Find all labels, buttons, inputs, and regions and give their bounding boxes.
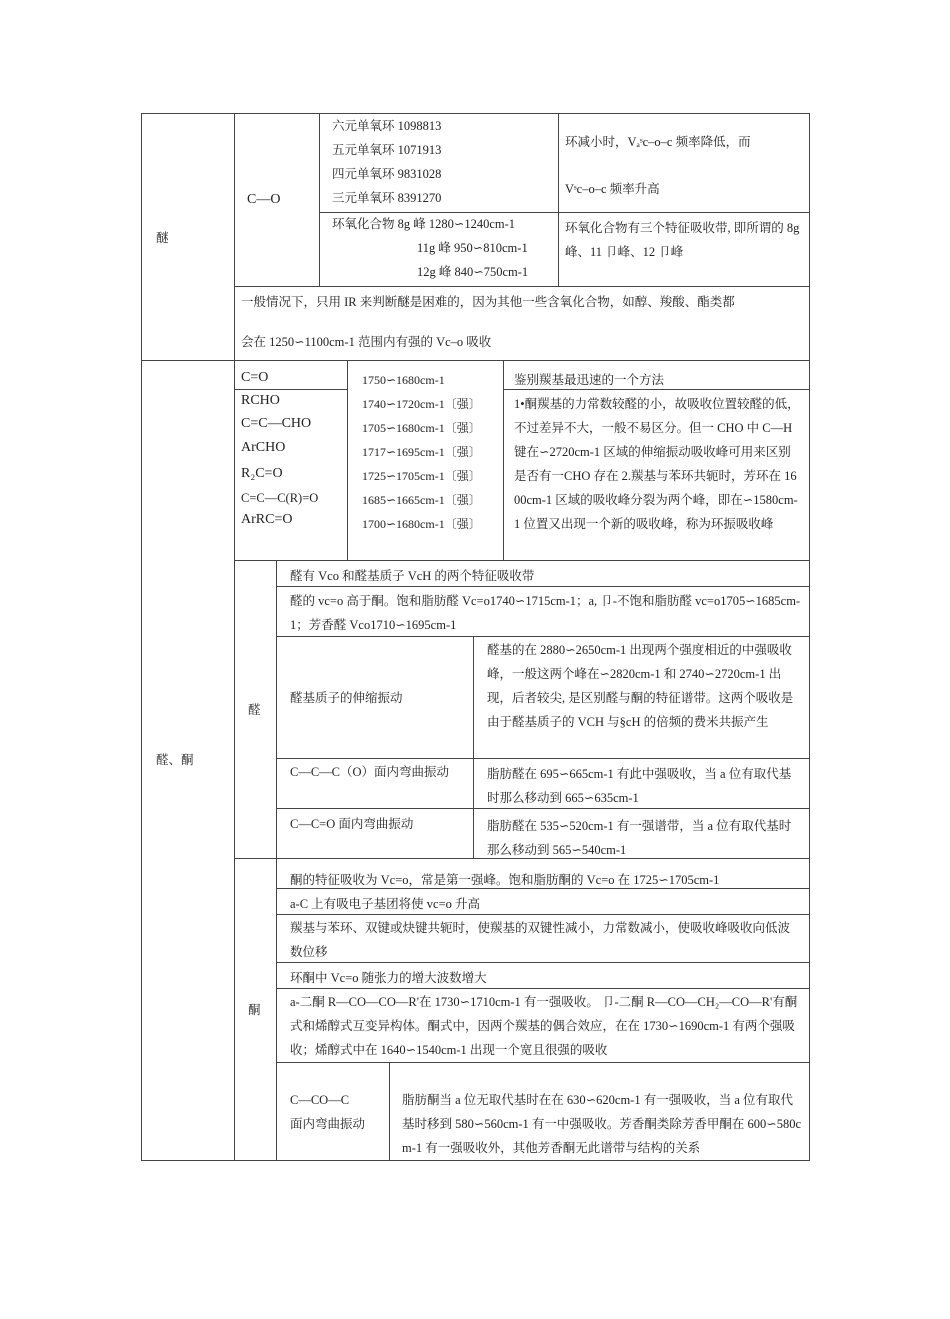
- range-item: 1700∽1680cm-1〔强〕: [362, 517, 481, 531]
- grid-line: [319, 113, 320, 286]
- grid-line: [558, 113, 559, 286]
- grid-line: [347, 360, 348, 560]
- group-item: RCHO: [241, 393, 280, 408]
- ketone-label: 酮: [248, 1003, 261, 1017]
- grid-line: [276, 1062, 809, 1063]
- ether-label: 醚: [156, 231, 169, 245]
- grid-line: [276, 560, 277, 1160]
- aldehyde-stretch-body: 醛基的在 2880∽2650cm-1 出现两个强度相近的中强吸收峰，一般这两个峰在∽2820cm-1 和 2740∽2720cm-1 出现，后者较尖, 是区别醛与酮的特征谱带。这两个吸收是由于醛基质子的 VCH 与§cH 的倍频的费米共振产生: [487, 643, 794, 729]
- range-item: 1725∽1705cm-1〔强〕: [362, 469, 481, 483]
- grid-line: [234, 286, 809, 287]
- ether-general-2: 会在 1250∽1100cm-1 范围内有强的 Vc–o 吸收: [241, 335, 492, 349]
- grid-line: [141, 360, 810, 361]
- epoxide-note: 环氧化合物有三个特征吸收带, 即所谓的 8g 峰、11 卩峰、12 卩峰: [565, 221, 800, 259]
- carbonyl-label: 醛、酮: [156, 753, 194, 767]
- ether-general-1: 一般情况下，只用 IR 来判断醚是困难的，因为其他一些含氧化合物，如醇、羧酸、酯类都: [241, 295, 735, 309]
- aldehyde-bend2-body: 脂肪醛在 535∽520cm-1 有一强谱带，当 a 位有取代基时那么移动到 565∽540cm-1: [487, 819, 792, 857]
- epoxide-peak: 11g 峰 950∽810cm-1: [417, 241, 528, 255]
- ring-note-2: Vˢc–o–c 频率升高: [565, 182, 660, 196]
- ketone-bend-label-2: 面内弯曲振动: [290, 1117, 366, 1131]
- grid-line: [503, 360, 504, 560]
- ketone-row-4: 环酮中 Vc=o 随张力的增大波数增大: [290, 971, 487, 985]
- table-bottom-border: [141, 1160, 810, 1161]
- range-item: 1705∽1680cm-1〔强〕: [362, 421, 481, 435]
- ring-item: 五元单氧环 1071913: [332, 143, 442, 157]
- aldehyde-bend2-label: C—C=O 面内弯曲振动: [290, 817, 414, 831]
- method-body: 1•酮羰基的力常数较醛的小，故吸收位置较醛的低，不过差异不大，一般不易区分。但一 CHO 中 C—H 键在∽2720cm-1 区域的伸缩振动吸收峰可用来区别是否有一CHO 存在 2.羰基与苯环共轭时，芳环在 1600cm-1 区域的吸收峰分裂为两个峰，即在∽1580cm-1 位置又出现一个新的吸收峰，称为环振吸收峰: [514, 397, 800, 531]
- ring-item: 四元单氧环 9831028: [332, 167, 442, 181]
- ketone-row-1: 酮的特征吸收为 Vc=o，常是第一强峰。饱和脂肪酮的 Vc=o 在 1725∽1705cm-1: [290, 873, 720, 887]
- ketone-row-5: a-二酮 R—CO—CO—R'在 1730∽1710cm-1 有一强吸收。 卩-二酮 R—CO—CH₂—CO—R'有酮式和烯醇式互变异构体。酮式中，因两个羰基的偶合效应，在在 1730∽1690cm-1 有两个强吸收；烯醇式中在 1640∽1540cm-1 出现一个宽且很强的吸收: [290, 995, 798, 1057]
- epoxide-peak: 12g 峰 840∽750cm-1: [417, 265, 529, 279]
- group-item: C=C—CHO: [241, 416, 312, 431]
- aldehyde-bend1-label: C—C—C（O）面内弯曲振动: [290, 765, 450, 779]
- ketone-bend-label-1: C—CO—C: [290, 1093, 350, 1107]
- aldehyde-row-1: 醛有 Vco 和醛基质子 VcH 的两个特征吸收带: [290, 569, 535, 583]
- grid-line: [234, 113, 235, 1161]
- group-item: R₂C=O: [241, 466, 283, 481]
- ring-item: 六元单氧环 1098813: [332, 119, 442, 133]
- range-item: 1740∽1720cm-1〔强〕: [362, 397, 481, 411]
- ether-bond: C—O: [247, 192, 281, 207]
- method-title: 鉴别羰基最迅速的一个方法: [514, 373, 665, 387]
- ketone-row-2: a-C 上有吸电子基团将使 vc=o 升高: [290, 897, 481, 911]
- table-top-border: [141, 113, 810, 114]
- ketone-bend-body: 脂肪酮当 a 位无取代基时在在 630∽620cm-1 有一强吸收，当 a 位有取代基时移到 580∽560cm-1 有一中强吸收。芳香酮类除芳香甲酮在 600∽580cm-1 有一强吸收外，其他芳香酮无此谱带与结构的关系: [402, 1093, 802, 1155]
- group-item: C=O: [241, 370, 269, 385]
- aldehyde-label: 醛: [248, 703, 261, 717]
- grid-line: [276, 758, 809, 759]
- ketone-row-3: 羰基与苯环、双键或炔键共轭时，使羰基的双键性减小，力常数减小，使吸收峰吸收向低波数位移: [290, 921, 791, 959]
- ring-item: 三元单氧环 8391270: [332, 191, 442, 205]
- table-right-border: [809, 113, 810, 1161]
- range-item: 1717∽1695cm-1〔强〕: [362, 445, 481, 459]
- ring-note-1: 环减小时，Vₐˢc–o–c 频率降低，而: [565, 135, 751, 149]
- aldehyde-stretch-label: 醛基质子的伸缩振动: [290, 691, 403, 705]
- group-item: ArCHO: [241, 440, 286, 455]
- group-item: ArRC=O: [241, 512, 293, 527]
- group-item: C=C—C(R)=O: [241, 491, 319, 505]
- grid-line: [473, 636, 474, 858]
- grid-line: [234, 560, 809, 561]
- table-left-border: [141, 113, 142, 1161]
- aldehyde-row-2: 醛的 vc=o 高于酮。饱和脂肪醛 Vc=o1740∽1715cm-1；a, 卩-不饱和脂肪醛 vc=o1705∽1685cm-1；芳香醛 Vco1710∽1695cm-1: [290, 594, 801, 632]
- grid-line: [389, 1062, 390, 1160]
- range-item: 1685∽1665cm-1〔强〕: [362, 493, 481, 507]
- epoxide-peak: 环氧化合物 8g 峰 1280∽1240cm-1: [332, 217, 516, 231]
- aldehyde-bend1-body: 脂肪醛在 695∽665cm-1 有此中强吸收，当 a 位有取代基时那么移动到 665∽635cm-1: [487, 767, 792, 805]
- range-item: 1750∽1680cm-1: [362, 373, 445, 387]
